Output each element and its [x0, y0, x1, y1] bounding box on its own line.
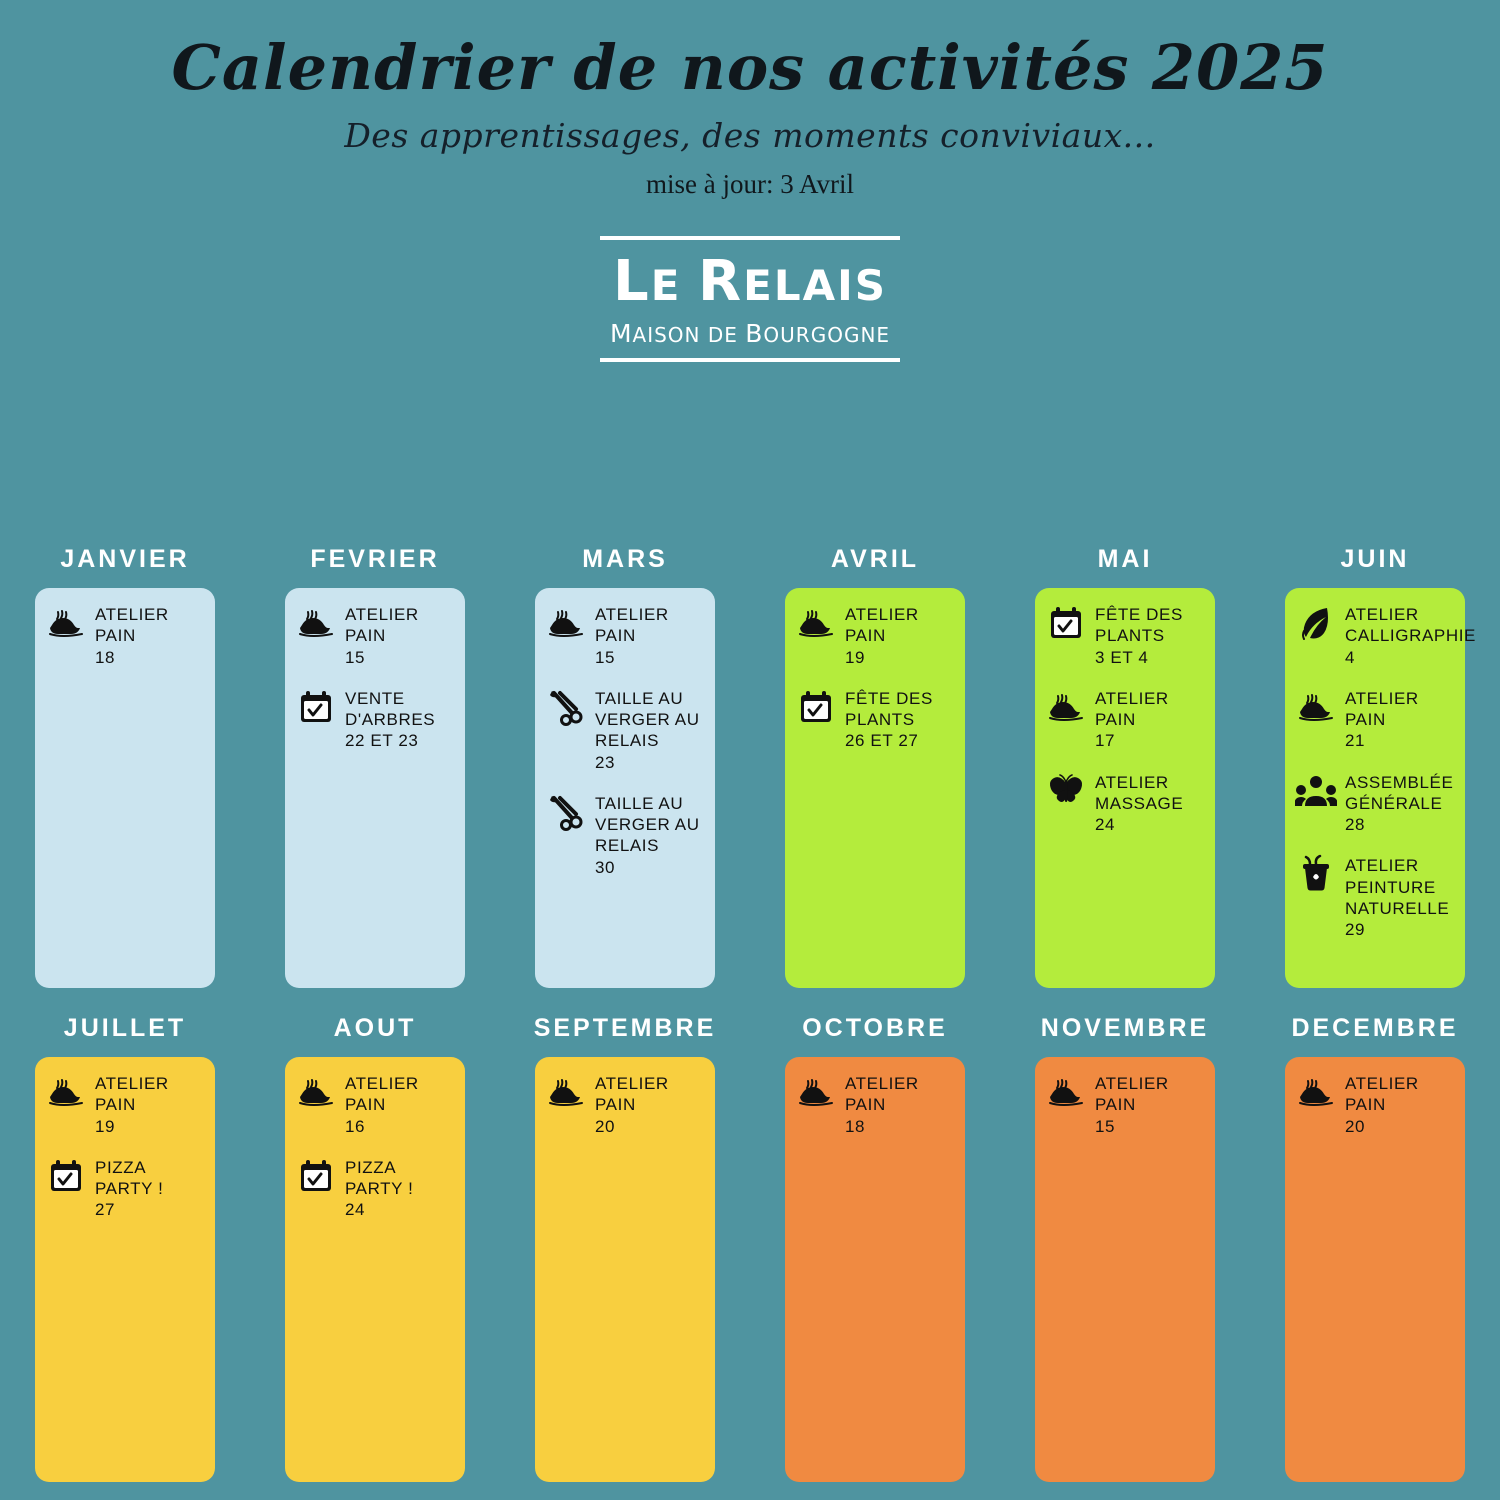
event-date: 29: [1345, 920, 1366, 939]
event-date: 20: [1345, 1116, 1366, 1136]
month-card: [1285, 588, 1476, 988]
event-text: [595, 791, 705, 878]
event-text: [595, 602, 705, 668]
event-text: [1345, 602, 1476, 668]
month-label: DECEMBRE: [1291, 1014, 1459, 1042]
event-item[interactable]: [295, 1071, 455, 1137]
event-label: TAILLE AU VERGER AU RELAIS: [595, 793, 700, 856]
event-text: [1345, 770, 1455, 836]
event-text: [845, 686, 955, 752]
month-card: [1035, 588, 1215, 988]
bread-icon: [45, 1071, 87, 1113]
month-block-fevrier: [285, 545, 465, 988]
month-card: [785, 1057, 965, 1482]
event-label: ATELIER PAIN: [845, 1074, 919, 1115]
bread-icon: [795, 602, 837, 644]
calendar-check-icon: [45, 1155, 87, 1197]
logo-aison-de: AISON DE: [632, 322, 746, 347]
bread-icon: [795, 1071, 837, 1113]
month-block-juillet: [35, 1014, 215, 1482]
event-date: 27: [95, 1200, 116, 1220]
event-item[interactable]: [295, 602, 455, 668]
pruning-shears-icon: [545, 791, 587, 833]
event-text: [345, 602, 455, 668]
month-card: [285, 588, 465, 988]
logo-elais: ELAIS: [743, 261, 887, 311]
logo-r: R: [698, 249, 744, 315]
bread-icon: [1045, 1071, 1087, 1113]
month-label: MARS: [582, 545, 668, 573]
calendar-check-icon: [1045, 602, 1087, 644]
month-label: JANVIER: [60, 545, 190, 573]
month-label: OCTOBRE: [802, 1014, 948, 1042]
event-label: ATELIER PAIN: [95, 605, 169, 646]
event-text: [595, 686, 705, 773]
month-block-juin: [1285, 545, 1476, 988]
month-card: [1035, 1057, 1215, 1482]
bread-icon: [1295, 686, 1337, 728]
event-text: [1095, 1071, 1205, 1137]
last-update-text: mise à jour: 3 Avril: [646, 169, 854, 200]
paint-pot-icon: [1295, 853, 1337, 895]
month-label: FEVRIER: [310, 545, 440, 573]
logo-secondary-text: [600, 317, 900, 358]
event-item[interactable]: [295, 1155, 455, 1221]
event-text: [345, 1071, 455, 1137]
event-date: 17: [1095, 731, 1116, 751]
event-date: 19: [95, 1116, 116, 1136]
event-date: 15: [595, 647, 616, 667]
event-date: 26 ET 27: [845, 731, 919, 751]
bread-icon: [1295, 1071, 1337, 1113]
event-item[interactable]: [45, 1071, 205, 1137]
event-date: 23: [595, 752, 616, 772]
event-item[interactable]: [1295, 770, 1455, 836]
event-label: ATELIER PAIN: [1095, 1074, 1169, 1115]
month-block-novembre: [1035, 1014, 1215, 1482]
month-label: MAI: [1097, 545, 1153, 573]
event-item[interactable]: [1295, 853, 1455, 940]
month-card: [535, 1057, 715, 1482]
event-label: ATELIER PAIN: [345, 1074, 419, 1115]
event-label: VENTE D'ARBRES: [345, 688, 436, 729]
calendar-check-icon: [295, 1155, 337, 1197]
event-label: ATELIER CALLIGRAPHIE: [1345, 605, 1476, 646]
people-group-icon: [1295, 770, 1337, 812]
bread-icon: [45, 602, 87, 644]
event-date: 3 ET 4: [1095, 647, 1149, 667]
event-text: [1345, 1071, 1455, 1137]
event-text: [95, 1071, 205, 1137]
event-item[interactable]: [45, 1155, 205, 1221]
event-text: [95, 602, 205, 668]
event-item[interactable]: [1045, 1071, 1205, 1137]
event-item[interactable]: [545, 1071, 705, 1137]
month-card: [285, 1057, 465, 1482]
page-title: Calendrier de nos activités 2025: [171, 31, 1329, 104]
event-date: 16: [345, 1116, 366, 1136]
event-item[interactable]: [1295, 602, 1476, 668]
event-item[interactable]: [45, 602, 205, 668]
month-label: NOVEMBRE: [1040, 1014, 1210, 1042]
bread-icon: [295, 602, 337, 644]
event-item[interactable]: [545, 686, 705, 773]
logo-b: B: [745, 318, 764, 348]
event-item[interactable]: [1295, 1071, 1455, 1137]
event-date: 20: [595, 1116, 616, 1136]
event-date: 24: [345, 1200, 366, 1220]
month-block-avril: [785, 545, 965, 988]
month-card: [35, 588, 215, 988]
feather-pen-icon: [1295, 602, 1337, 644]
event-item[interactable]: [795, 1071, 955, 1137]
bread-icon: [545, 602, 587, 644]
event-date: 22 ET 23: [345, 731, 419, 751]
event-date: 18: [95, 647, 116, 667]
event-item[interactable]: [1045, 770, 1205, 836]
event-label: ATELIER PAIN: [1095, 688, 1169, 729]
event-date: 4: [1345, 647, 1356, 667]
event-label: ATELIER PAIN: [595, 605, 669, 646]
event-text: [95, 1155, 205, 1221]
month-label: JUILLET: [63, 1014, 187, 1042]
pruning-shears-icon: [545, 686, 587, 728]
event-label: ATELIER PAIN: [345, 605, 419, 646]
event-label: PIZZA PARTY !: [95, 1157, 164, 1198]
event-date: 18: [845, 1116, 866, 1136]
event-text: [845, 1071, 955, 1137]
logo-ourgogne: OURGOGNE: [763, 322, 891, 347]
event-text: [345, 1155, 455, 1221]
bread-icon: [1045, 686, 1087, 728]
event-label: ATELIER PAIN: [595, 1074, 669, 1115]
event-text: [1095, 686, 1205, 752]
event-label: ASSEMBLÉE GÉNÉRALE: [1345, 772, 1454, 813]
event-item[interactable]: [1045, 686, 1205, 752]
logo-primary-text: [600, 240, 900, 316]
logo: [600, 236, 900, 361]
bread-icon: [545, 1071, 587, 1113]
month-block-janvier: [35, 545, 215, 988]
logo-l: L: [613, 249, 651, 315]
event-date: 28: [1345, 815, 1366, 834]
month-block-octobre: [785, 1014, 965, 1482]
month-block-septembre: [535, 1014, 715, 1482]
event-text: [1345, 686, 1455, 752]
event-label: ATELIER PAIN: [1345, 688, 1419, 729]
logo-e: E: [650, 261, 699, 311]
month-card: [35, 1057, 215, 1482]
event-label: TAILLE AU VERGER AU RELAIS: [595, 688, 700, 751]
month-block-mai: [1035, 545, 1215, 988]
event-text: [845, 602, 955, 668]
month-card: [535, 588, 715, 988]
month-block-decembre: [1285, 1014, 1465, 1482]
event-label: ATELIER PAIN: [845, 605, 919, 646]
event-date: 15: [1095, 1116, 1116, 1136]
event-label: FÊTE DES PLANTS: [1095, 605, 1183, 646]
month-label: JUIN: [1340, 545, 1410, 573]
logo-bottom-rule: [600, 358, 900, 362]
event-item[interactable]: [295, 686, 455, 752]
event-label: PIZZA PARTY !: [345, 1157, 414, 1198]
event-text: [1345, 853, 1455, 940]
calendar-check-icon: [295, 686, 337, 728]
bread-icon: [295, 1071, 337, 1113]
event-label: ATELIER PEINTURE NATURELLE: [1345, 856, 1450, 918]
calendar-check-icon: [795, 686, 837, 728]
event-text: [1095, 770, 1205, 836]
event-item[interactable]: [545, 791, 705, 878]
month-block-aout: [285, 1014, 465, 1482]
event-date: 19: [845, 647, 866, 667]
month-card: [1285, 1057, 1465, 1482]
month-card: [785, 588, 965, 988]
event-date: 21: [1345, 731, 1366, 751]
event-item[interactable]: [795, 686, 955, 752]
butterfly-icon: [1045, 770, 1087, 812]
month-label: AOUT: [333, 1014, 417, 1042]
event-text: [1095, 602, 1205, 668]
event-item[interactable]: [1295, 686, 1455, 752]
event-date: 24: [1095, 815, 1116, 834]
page-subtitle: Des apprentissages, des moments conviviaux...: [344, 116, 1156, 156]
event-text: [345, 686, 455, 752]
event-item[interactable]: [545, 602, 705, 668]
logo-m: M: [609, 318, 633, 348]
event-item[interactable]: [795, 602, 955, 668]
event-date: 15: [345, 647, 366, 667]
event-date: 30: [595, 857, 616, 877]
month-label: SEPTEMBRE: [533, 1014, 717, 1042]
event-item[interactable]: [1045, 602, 1205, 668]
event-label: ATELIER PAIN: [95, 1074, 169, 1115]
event-text: [595, 1071, 705, 1137]
event-label: FÊTE DES PLANTS: [845, 688, 933, 729]
month-block-mars: [535, 545, 715, 988]
page-header: [0, 0, 1500, 362]
event-label: ATELIER PAIN: [1345, 1074, 1419, 1115]
month-label: AVRIL: [830, 545, 920, 573]
event-label: ATELIER MASSAGE: [1095, 772, 1184, 813]
calendar-grid: [0, 545, 1500, 1482]
